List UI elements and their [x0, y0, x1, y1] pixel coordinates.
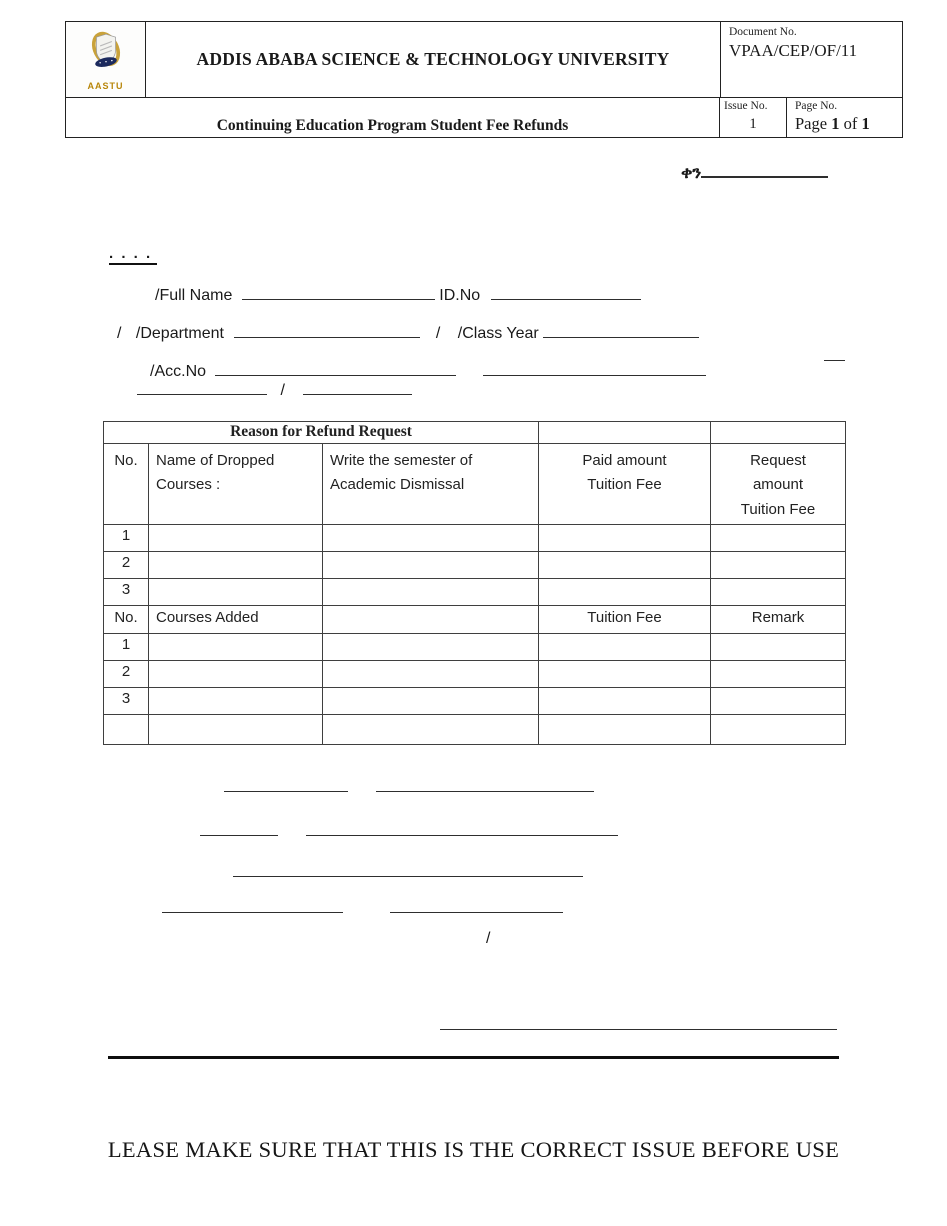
added-no-label: No.	[104, 605, 149, 633]
empty-cell	[711, 422, 846, 444]
row-number: 1	[104, 633, 149, 660]
acc-line2-blank-1	[137, 379, 267, 395]
header-row-2	[66, 98, 902, 138]
university-name: ADDIS ABABA SCIENCE & TECHNOLOGY UNIVERSITY	[196, 49, 670, 69]
full-name-line	[155, 284, 641, 305]
document-no-value: VPAA/CEP/OF/11	[729, 41, 858, 60]
row-number: 3	[104, 578, 149, 605]
page-no-cell	[787, 98, 902, 138]
full-name-label: /Full Name	[155, 287, 233, 304]
page-no-value	[795, 114, 894, 134]
acc-no-line	[150, 360, 706, 381]
issue-no-value: 1	[749, 116, 757, 132]
col-header-dropped-courses: Name of Dropped Courses :	[149, 444, 323, 525]
remark-label: Remark	[711, 605, 846, 633]
tuition-fee-label: Tuition Fee	[539, 605, 711, 633]
divider-rule	[108, 1056, 839, 1059]
acc-no-line-2	[137, 379, 412, 400]
class-year-blank	[543, 322, 699, 338]
id-no-label: ID.No	[439, 287, 481, 304]
empty-cell	[323, 605, 539, 633]
signature-blank	[376, 791, 594, 792]
page-current: 1	[831, 114, 840, 133]
table-row	[104, 524, 846, 551]
row-number: 2	[104, 551, 149, 578]
logo-cell	[66, 22, 146, 97]
table-row	[104, 714, 846, 744]
signature-blank	[390, 912, 563, 913]
table-merged-header: Reason for Refund Request	[104, 422, 539, 444]
header-row-1	[66, 22, 902, 98]
salutation-dots: . . . .	[109, 245, 157, 265]
acc-slash: /	[280, 382, 285, 399]
courses-added-label: Courses Added	[149, 605, 323, 633]
acc-no-blank-short	[824, 360, 845, 361]
signature-blank	[306, 835, 618, 836]
date-line	[681, 161, 828, 183]
col-header-request-amount: Request amount Tuition Fee	[711, 444, 846, 525]
class-year-label: /Class Year	[457, 325, 539, 342]
row-number: 3	[104, 687, 149, 714]
title-cell	[146, 22, 721, 97]
department-line	[117, 322, 699, 343]
date-label: ቀን	[681, 163, 702, 182]
merged-header-row	[104, 422, 846, 444]
table-row	[104, 660, 846, 687]
approval-blank	[440, 1029, 837, 1030]
courses-added-header-row	[104, 605, 846, 633]
acc-no-blank-1	[215, 360, 456, 376]
acc-no-label: /Acc.No	[150, 363, 207, 380]
table-row	[104, 578, 846, 605]
empty-cell	[539, 422, 711, 444]
acc-no-blank-2	[483, 360, 706, 376]
issue-no-label: Issue No.	[724, 100, 768, 112]
id-no-blank	[491, 284, 641, 300]
class-amharic-slash: /	[435, 325, 441, 342]
signature-blank	[162, 912, 343, 913]
full-name-blank	[242, 284, 435, 300]
page-of-word: of	[839, 114, 862, 133]
header-table	[65, 21, 903, 138]
signature-blank	[224, 791, 348, 792]
page-no-label: Page No.	[795, 100, 838, 112]
form-title-cell	[66, 98, 720, 138]
page-word: Page	[795, 114, 832, 133]
department-label: /Department	[135, 325, 224, 342]
dept-amharic-slash: /	[117, 325, 122, 342]
col-header-semester: Write the semester of Academic Dismissal	[323, 444, 539, 525]
col-header-paid-amount: Paid amount Tuition Fee	[539, 444, 711, 525]
page-total: 1	[861, 114, 870, 133]
row-number: 1	[104, 524, 149, 551]
signature-blank	[233, 876, 583, 877]
table-row	[104, 633, 846, 660]
logo-text: AASTU	[87, 81, 124, 91]
document-no-cell	[721, 22, 902, 97]
department-blank	[234, 322, 420, 338]
acc-line2-blank-2	[303, 379, 412, 395]
refund-table	[103, 421, 846, 745]
date-slash: /	[486, 930, 491, 947]
signature-blank	[200, 835, 278, 836]
table-row	[104, 687, 846, 714]
col-header-no: No.	[104, 444, 149, 525]
form-title: Continuing Education Program Student Fee Refunds	[216, 117, 569, 134]
document-no-label: Document No.	[729, 26, 797, 38]
footer-warning: LEASE MAKE SURE THAT THIS IS THE CORRECT ISSUE BEFORE USE	[107, 1137, 840, 1162]
issue-no-cell	[720, 98, 787, 138]
date-blank-line	[701, 161, 828, 178]
row-number: 2	[104, 660, 149, 687]
aastu-logo-icon	[84, 28, 128, 80]
table-row	[104, 551, 846, 578]
column-header-row	[104, 444, 846, 525]
